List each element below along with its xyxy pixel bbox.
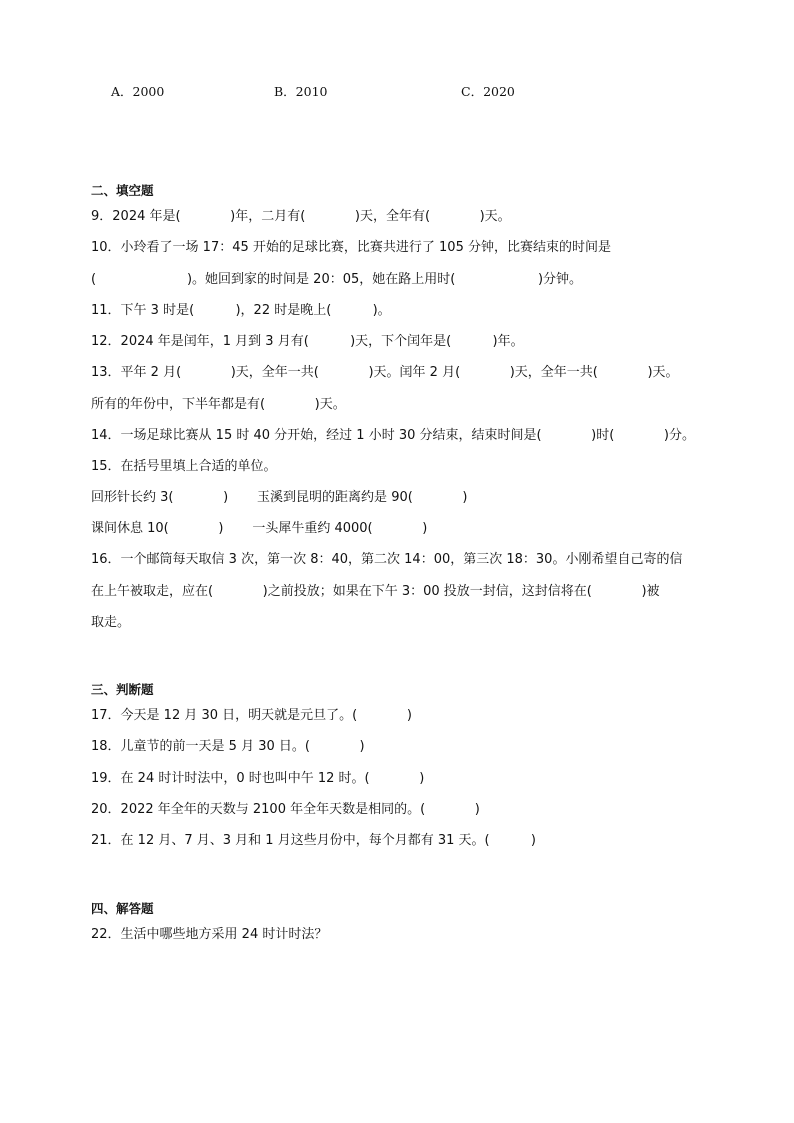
question-18: 18．儿童节的前一天是 5 月 30 日。( ) [91,739,365,754]
question-20: 20．2022 年全年的天数与 2100 年全年天数是相同的。( ) [91,802,480,817]
question-10-line-1: 10．小玲看了一场 17：45 开始的足球比赛，比赛共进行了 105 分钟，比赛结束的时间是 [91,240,611,255]
section-fill-in: 二、填空题 [91,183,154,198]
question-16-line-3: 取走。 [91,615,131,630]
choice-c: C．2020 [461,84,515,99]
section-judgment: 三、判断题 [91,682,154,697]
choice-a: A．2000 [111,84,165,99]
question-13-line-1: 13．平年 2 月( )天，全年一共( )天。闰年 2 月( )天，全年一共( )天。 [91,365,679,380]
question-17: 17．今天是 12 月 30 日，明天就是元旦了。( ) [91,708,412,723]
question-19: 19．在 24 时计时法中，0 时也叫中午 12 时。( ) [91,771,425,786]
question-13-line-2: 所有的年份中，下半年都是有( )天。 [91,397,346,412]
question-22: 22．生活中哪些地方采用 24 时计时法？ [91,927,328,942]
section-answer: 四、解答题 [91,901,154,916]
question-15: 15．在括号里填上合适的单位。 [91,459,277,474]
question-15-row-2: 课间休息 10( ) 一头犀牛重约 4000( ) [91,521,428,536]
question-9: 9．2024 年是( )年，二月有( )天，全年有( )天。 [91,209,511,224]
question-16-line-1: 16．一个邮筒每天取信 3 次，第一次 8：40，第二次 14：00，第三次 18：30。小刚希望自己寄的信 [91,552,683,567]
question-14: 14．一场足球比赛从 15 时 40 分开始，经过 1 小时 30 分结束，结束时间是( )时( )分。 [91,428,695,443]
choice-b: B．2010 [274,84,328,99]
question-12: 12．2024 年是闰年，1 月到 3 月有( )天，下个闰年是( )年。 [91,334,524,349]
question-11: 11．下午 3 时是( )，22 时是晚上( )。 [91,303,391,318]
question-16-line-2: 在上午被取走，应在( )之前投放；如果在下午 3：00 投放一封信，这封信将在( )被 [91,584,660,599]
question-15-row-1: 回形针长约 3( ) 玉溪到昆明的距离约是 90( ) [91,490,468,505]
question-21: 21．在 12 月、7 月、3 月和 1 月这些月份中，每个月都有 31 天。( ) [91,833,536,848]
question-10-line-2: ( )。她回到家的时间是 20：05，她在路上用时( )分钟。 [91,272,583,287]
